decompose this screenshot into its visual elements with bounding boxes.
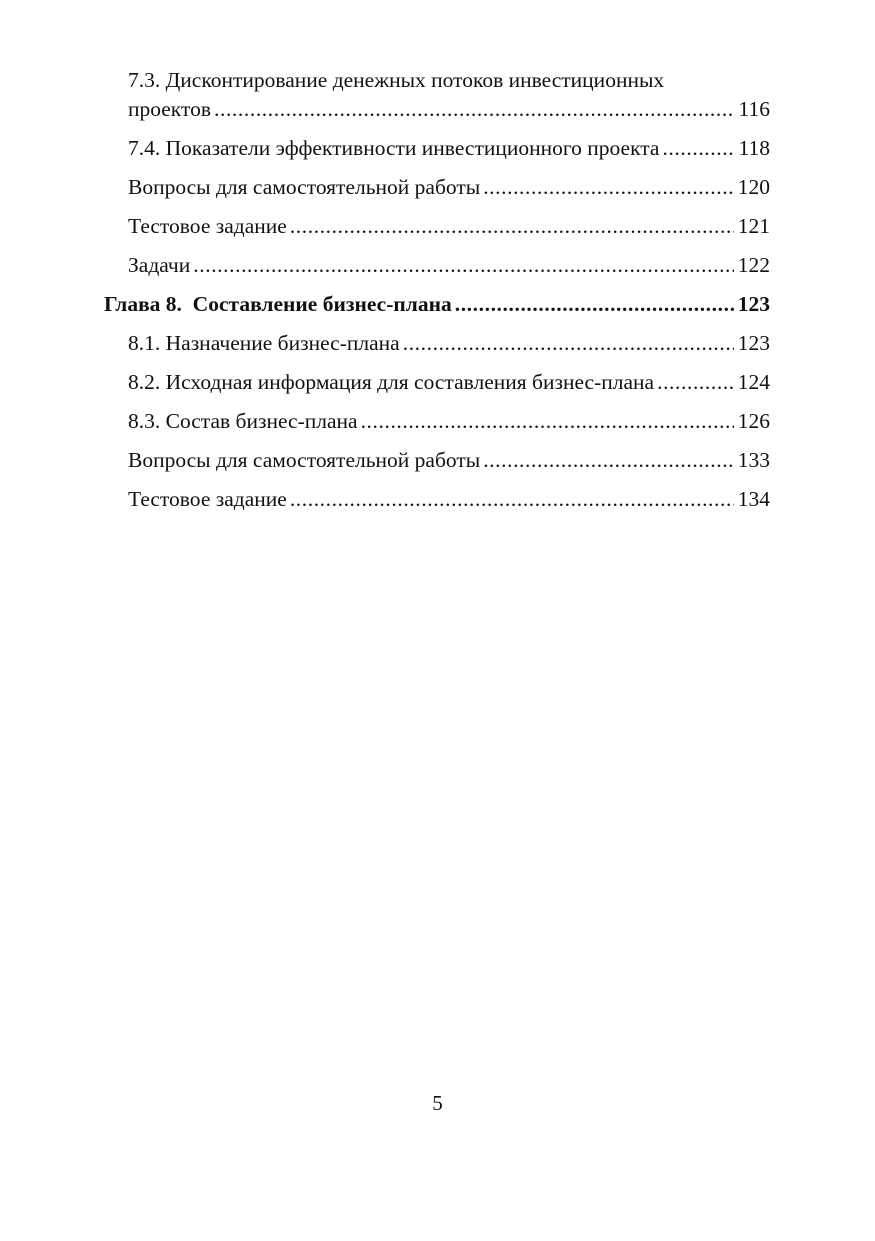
dot-leader xyxy=(214,95,735,124)
toc-entry-title: 7.4. Показатели эффективности инвестиционного проекта xyxy=(128,136,660,160)
toc-entry-test-7[interactable] xyxy=(104,212,770,241)
toc-entry-title-line1: 7.3. Дисконтирование денежных потоков инвестиционных xyxy=(128,68,665,92)
toc-entry-page: 124 xyxy=(737,370,770,394)
page-number: 5 xyxy=(432,1091,443,1115)
dot-leader xyxy=(403,329,734,358)
toc-entry-page: 123 xyxy=(737,292,770,316)
toc-entry-page: 133 xyxy=(737,448,770,472)
toc-entry-title: Тестовое задание xyxy=(128,214,287,238)
toc-entry-title: Вопросы для самостоятельной работы xyxy=(128,448,481,472)
dot-leader xyxy=(455,290,734,319)
toc-entry-8-1[interactable] xyxy=(104,329,770,358)
toc-entry-page: 116 xyxy=(738,97,770,121)
toc-entry-page: 121 xyxy=(737,214,770,238)
table-of-contents xyxy=(104,66,770,524)
toc-entry-page: 123 xyxy=(737,331,770,355)
dot-leader xyxy=(193,251,733,280)
toc-entry-questions-7[interactable] xyxy=(104,173,770,202)
dot-leader xyxy=(483,173,734,202)
toc-entry-page: 122 xyxy=(737,253,770,277)
toc-chapter-title: Глава 8. Составление бизнес-плана xyxy=(104,292,452,316)
toc-entry-test-8[interactable] xyxy=(104,485,770,514)
dot-leader xyxy=(662,134,734,163)
toc-entry-questions-8[interactable] xyxy=(104,446,770,475)
toc-entry-title: Вопросы для самостоятельной работы xyxy=(128,175,481,199)
toc-entry-page: 126 xyxy=(737,409,770,433)
toc-entry-title: 8.2. Исходная информация для составления бизнес-плана xyxy=(128,370,655,394)
toc-entry-8-2[interactable] xyxy=(104,368,770,397)
dot-leader xyxy=(657,368,734,397)
dot-leader xyxy=(290,485,734,514)
toc-entry-8-3[interactable] xyxy=(104,407,770,436)
dot-leader xyxy=(290,212,734,241)
toc-entry-page: 118 xyxy=(738,136,770,160)
toc-entry-title: 8.1. Назначение бизнес-плана xyxy=(128,331,400,355)
toc-entry-title: проектов xyxy=(128,97,211,121)
toc-entry-title: Тестовое задание xyxy=(128,487,287,511)
toc-chapter-8[interactable] xyxy=(104,290,770,319)
toc-entry-page: 134 xyxy=(737,487,770,511)
toc-entry-title: Задачи xyxy=(128,253,191,277)
toc-entry-title: 8.3. Состав бизнес-плана xyxy=(128,409,358,433)
dot-leader xyxy=(483,446,734,475)
toc-entry-7-3[interactable] xyxy=(104,66,770,124)
dot-leader xyxy=(361,407,734,436)
toc-entry-7-4[interactable] xyxy=(104,134,770,163)
toc-entry-page: 120 xyxy=(737,175,770,199)
toc-entry-tasks-7[interactable] xyxy=(104,251,770,280)
